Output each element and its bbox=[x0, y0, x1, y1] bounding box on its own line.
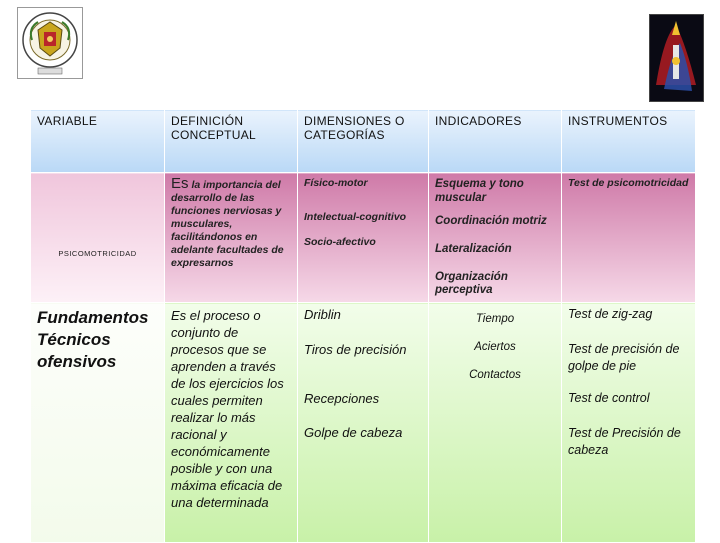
variable-fundamentos: Fundamentos Técnicos ofensivos bbox=[37, 308, 149, 371]
dimension-item: Socio-afectivo bbox=[304, 236, 376, 248]
header-dimensiones: DIMENSIONES O CATEGORÍAS bbox=[298, 110, 429, 173]
definicion-text: Es el proceso o conjunto de procesos que se aprenden a través de los ejercicios los cuales permiten realizar lo más racional y económicamente posible y con una máxima eficacia de una determinada bbox=[171, 308, 284, 510]
crest-icon bbox=[18, 8, 82, 78]
definicion-cell bbox=[165, 173, 298, 303]
faculty-emblem-logo bbox=[649, 14, 704, 102]
definicion-cell bbox=[165, 303, 298, 543]
instrumentos-cell bbox=[562, 303, 696, 543]
definicion-initial: Es bbox=[171, 175, 189, 192]
university-crest-logo bbox=[17, 7, 83, 79]
header-row bbox=[31, 110, 696, 173]
dimension-item: Recepciones bbox=[304, 391, 380, 406]
instrument-item: Test de zig-zag bbox=[568, 307, 653, 321]
indicadores-cell bbox=[429, 173, 562, 303]
dimension-item: Tiros de precisión bbox=[304, 342, 407, 357]
indicator-item: Aciertos bbox=[474, 341, 516, 353]
emblem-icon bbox=[650, 15, 703, 101]
dimension-item: Driblin bbox=[304, 307, 341, 322]
indicator-item: Lateralización bbox=[435, 243, 512, 255]
instrument-item: Test de psicomotricidad bbox=[568, 177, 689, 189]
indicator-item: Coordinación motriz bbox=[435, 215, 547, 227]
instrumentos-cell bbox=[562, 173, 696, 303]
instrument-item: Test de precisión de golpe de pie bbox=[568, 342, 680, 373]
definicion-rest: la importancia del desarrollo de las funciones nerviosas y musculares, facilitándonos en adelante facultades de expresarnos bbox=[171, 179, 284, 269]
dimension-item: Intelectual-cognitivo bbox=[304, 211, 407, 223]
variable-psicomotricidad: PSICOMOTRICIDAD bbox=[58, 249, 137, 258]
indicator-item: Tiempo bbox=[475, 313, 515, 325]
definicion-text bbox=[171, 177, 291, 270]
dimension-item: Físico-motor bbox=[304, 177, 368, 189]
indicator-item: Contactos bbox=[469, 369, 521, 381]
instrument-item: Test de control bbox=[568, 391, 650, 405]
dimensiones-cell bbox=[298, 303, 429, 543]
indicadores-cell bbox=[429, 303, 562, 543]
indicator-item: Organización perceptiva bbox=[435, 271, 508, 296]
header-definicion: DEFINICIÓN CONCEPTUAL bbox=[165, 110, 298, 173]
header-instrumentos: INSTRUMENTOS bbox=[562, 110, 696, 173]
header-variable: VARIABLE bbox=[31, 110, 165, 173]
indicator-item: Esquema y tono muscular bbox=[435, 178, 524, 204]
dimension-item: Golpe de cabeza bbox=[304, 425, 403, 440]
operationalization-table bbox=[30, 109, 696, 543]
header-indicadores: INDICADORES bbox=[429, 110, 562, 173]
table-row bbox=[31, 303, 696, 543]
dimensiones-cell bbox=[298, 173, 429, 303]
variable-cell bbox=[31, 173, 165, 303]
variable-cell bbox=[31, 303, 165, 543]
table-row bbox=[31, 173, 696, 303]
instrument-item: Test de Precisión de cabeza bbox=[568, 426, 681, 457]
